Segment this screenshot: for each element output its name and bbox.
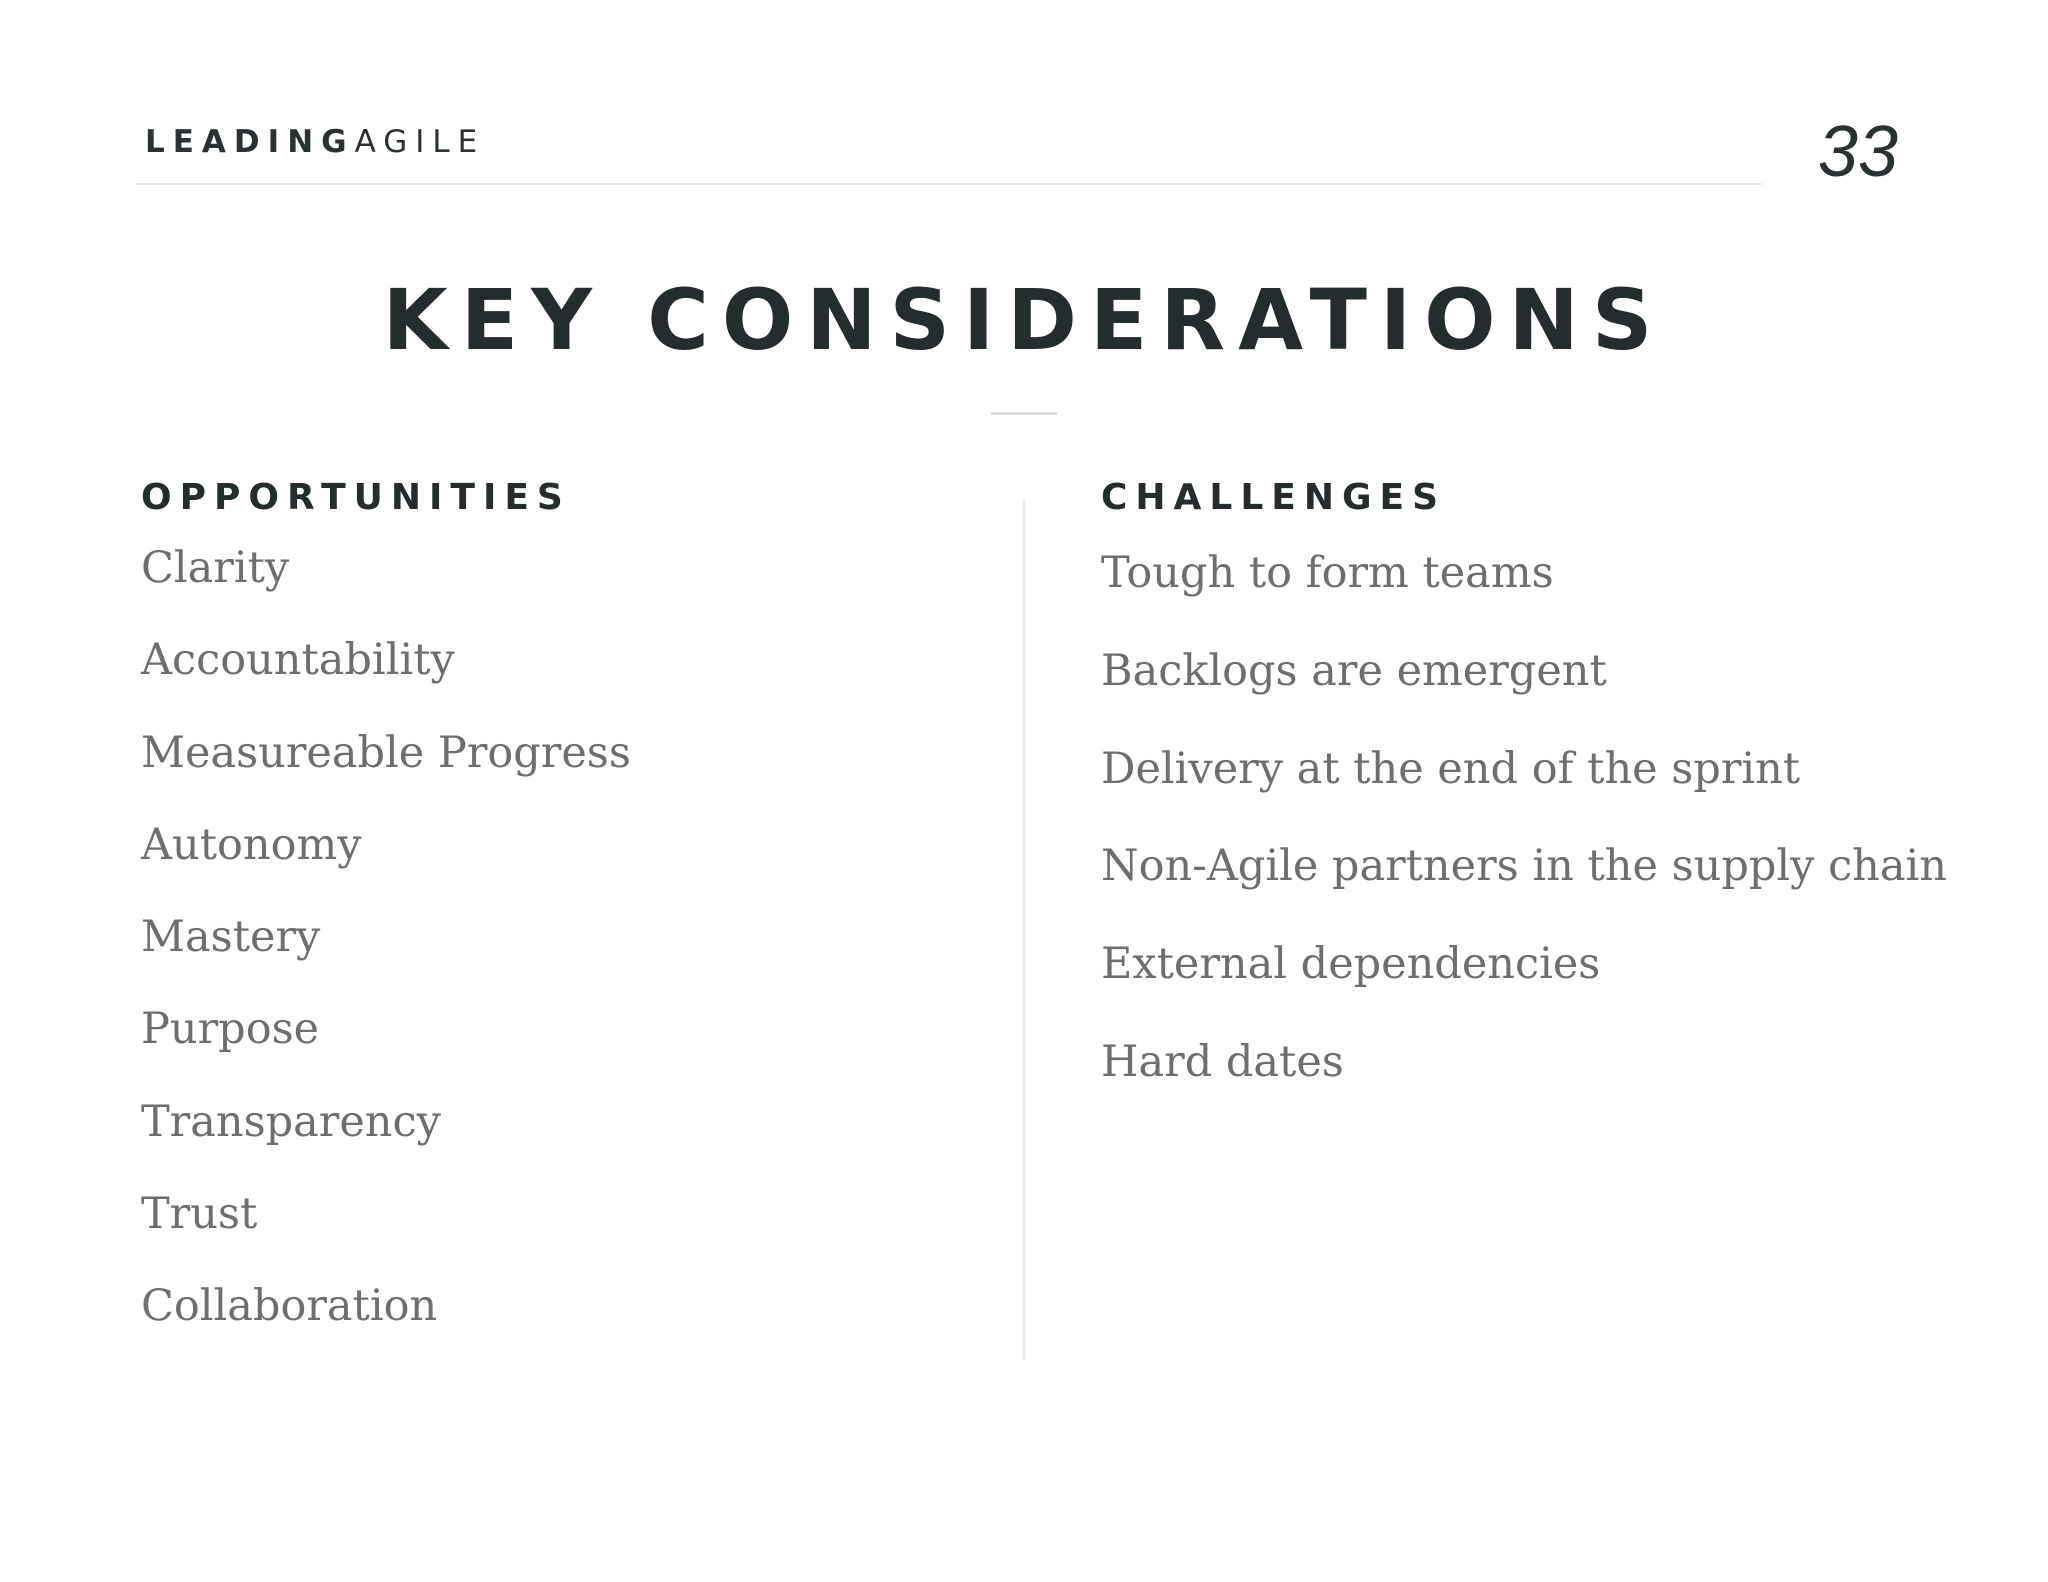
opportunities-heading: OPPORTUNITIES (141, 477, 571, 518)
list-item: Trust (141, 1189, 258, 1240)
opportunities-list (141, 536, 1001, 1367)
list-item: Autonomy (141, 819, 362, 870)
list-item: Measureable Progress (141, 727, 631, 778)
list-item: Transparency (141, 1096, 441, 1147)
list-item: Mastery (141, 912, 321, 963)
brand-logo (145, 122, 485, 162)
brand-logo-light: AGILE (354, 124, 486, 160)
list-item: Backlogs are emergent (1101, 645, 1607, 696)
list-item: Tough to form teams (1101, 548, 1554, 598)
list-item: Hard dates (1101, 1036, 1344, 1087)
list-item: Accountability (141, 635, 455, 686)
list-item: Purpose (141, 1004, 320, 1055)
header-divider (137, 183, 1762, 185)
page-number: 33 (1817, 112, 1898, 192)
list-item: Delivery at the end of the sprint (1101, 743, 1801, 794)
list-item: Clarity (141, 543, 290, 593)
challenges-list (1101, 540, 2001, 1127)
opportunities-column (141, 476, 1001, 1367)
column-divider (1023, 500, 1025, 1360)
challenges-column (1101, 476, 2001, 1127)
brand-logo-bold: LEADING (145, 124, 355, 160)
challenges-heading: CHALLENGES (1101, 477, 1447, 518)
list-item: Collaboration (141, 1281, 438, 1332)
slide-title: KEY CONSIDERATIONS (382, 271, 1666, 369)
list-item: Non-Agile partners in the supply chain (1101, 841, 1947, 892)
list-item: External dependencies (1101, 939, 1601, 990)
title-divider (991, 412, 1057, 415)
